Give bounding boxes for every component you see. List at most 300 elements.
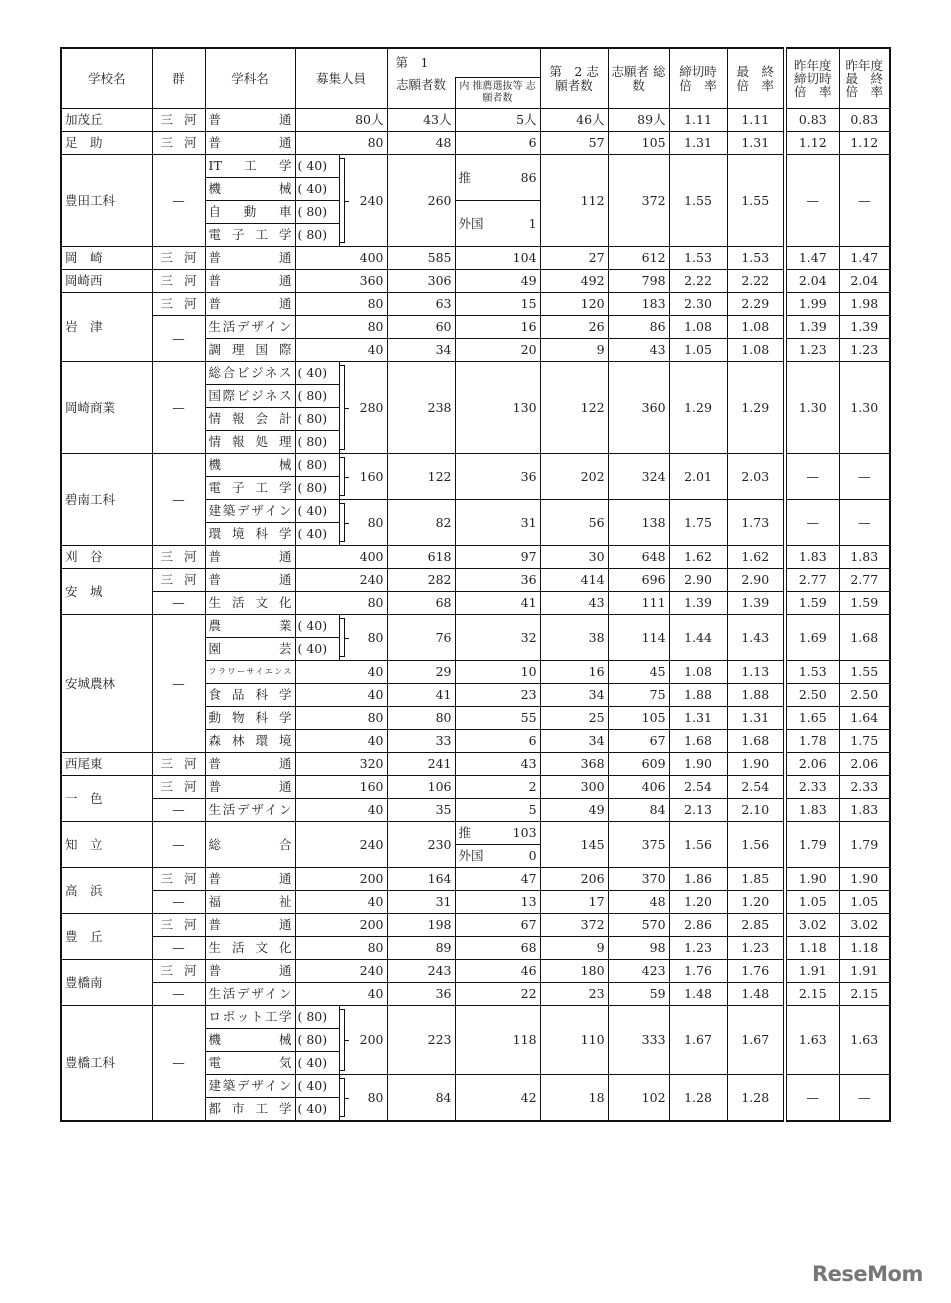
- total-applicants: 75: [608, 684, 669, 707]
- dept-label: 総合: [208, 836, 292, 852]
- ratio-final: 1.08: [727, 316, 785, 339]
- dept-label: 普通: [208, 549, 292, 564]
- table-row: [61, 1006, 890, 1029]
- quota-value: 160: [359, 468, 384, 484]
- second-choice-count: 25: [540, 707, 608, 730]
- total-applicants: 114: [608, 615, 669, 661]
- ratio-final: 1.53: [727, 247, 785, 270]
- suisen-split-value: 86: [520, 169, 537, 185]
- quota-cell: [339, 500, 387, 546]
- ratio-final: 1.08: [727, 339, 785, 362]
- second-choice-count: 300: [540, 776, 608, 799]
- second-choice-count: 368: [540, 753, 608, 776]
- school-name: 岡崎西: [61, 270, 152, 293]
- group-label: 三河: [160, 112, 197, 127]
- prev-ratio-deadline: 1.12: [785, 132, 839, 155]
- prev-ratio-deadline: 1.47: [785, 247, 839, 270]
- group-label: 三河: [160, 756, 197, 771]
- ratio-deadline: 1.76: [669, 960, 727, 983]
- header-school: 学校名: [61, 48, 152, 109]
- second-choice-count: 18: [540, 1075, 608, 1122]
- ratio-final: 1.62: [727, 546, 785, 569]
- dept-label: 普通: [208, 296, 292, 311]
- first-choice-count: 164: [387, 868, 455, 891]
- ratio-final: 1.85: [727, 868, 785, 891]
- ratio-deadline: 1.90: [669, 753, 727, 776]
- group-cell: —: [152, 592, 205, 615]
- quota-value: 240: [359, 192, 384, 208]
- group-cell: [152, 109, 205, 132]
- group-cell: —: [152, 615, 205, 753]
- ratio-deadline: 1.86: [669, 868, 727, 891]
- dept-capacity: ( 80): [295, 454, 339, 477]
- dept-capacity: ( 40): [295, 615, 339, 638]
- total-applicants: 105: [608, 707, 669, 730]
- dept-label: 調理国際: [208, 342, 292, 357]
- ratio-deadline: 1.62: [669, 546, 727, 569]
- total-applicants: 333: [608, 1006, 669, 1075]
- group-label: 三河: [160, 572, 197, 587]
- quota-cell: 80: [295, 592, 387, 615]
- ratio-final: 1.29: [727, 362, 785, 454]
- total-applicants: 183: [608, 293, 669, 316]
- ratio-deadline: 1.31: [669, 132, 727, 155]
- ratio-deadline: 2.90: [669, 569, 727, 592]
- group-cell: —: [152, 1006, 205, 1122]
- group-label: 三河: [160, 871, 197, 886]
- table-row: [61, 247, 890, 270]
- dept-name: [205, 983, 295, 1006]
- total-applicants: 370: [608, 868, 669, 891]
- dept-label: 自動車: [208, 204, 292, 219]
- dept-capacity: ( 40): [295, 638, 339, 661]
- quota-cell: 40: [295, 661, 387, 684]
- dept-name: [205, 1052, 295, 1075]
- total-applicants: 360: [608, 362, 669, 454]
- dept-name: [205, 1075, 295, 1098]
- dept-capacity: ( 40): [295, 523, 339, 546]
- ratio-deadline: 1.05: [669, 339, 727, 362]
- table-row: [61, 753, 890, 776]
- total-applicants: 696: [608, 569, 669, 592]
- first-choice-count: 84: [387, 1075, 455, 1122]
- prev-ratio-final: 2.77: [839, 569, 890, 592]
- quota-cell: 160: [295, 776, 387, 799]
- ratio-final: 2.90: [727, 569, 785, 592]
- bracket-tick-icon: [345, 201, 349, 202]
- school-name: 安城農林: [61, 615, 152, 753]
- total-applicants: 570: [608, 914, 669, 937]
- table-row: [61, 293, 890, 316]
- dept-label: 普通: [208, 273, 292, 288]
- ratio-final: 2.03: [727, 454, 785, 500]
- bracket-tick-icon: [345, 1040, 349, 1041]
- dept-name: [205, 707, 295, 730]
- suisen-count: 104: [455, 247, 540, 270]
- total-applicants: 798: [608, 270, 669, 293]
- group-cell: [152, 569, 205, 592]
- suisen-count: 118: [455, 1006, 540, 1075]
- dept-label: 普通: [208, 963, 292, 978]
- first-choice-count: 34: [387, 339, 455, 362]
- suisen-count: 22: [455, 983, 540, 1006]
- dept-label: 国際ビジネス: [208, 388, 292, 403]
- suisen-count: 49: [455, 270, 540, 293]
- first-choice-count: 43人: [387, 109, 455, 132]
- second-choice-count: 9: [540, 339, 608, 362]
- group-cell: —: [152, 891, 205, 914]
- prev-ratio-deadline: 1.83: [785, 546, 839, 569]
- quota-cell: 40: [295, 730, 387, 753]
- second-choice-count: 34: [540, 684, 608, 707]
- group-label: 三河: [160, 549, 197, 564]
- dept-label: 普通: [208, 250, 292, 265]
- ratio-final: 1.76: [727, 960, 785, 983]
- table-row: [61, 362, 890, 385]
- dept-capacity: ( 80): [295, 201, 339, 224]
- suisen-count: 130: [455, 362, 540, 454]
- dept-capacity: ( 80): [295, 1029, 339, 1052]
- dept-label: 情報処理: [208, 434, 292, 449]
- dept-name: [205, 224, 295, 247]
- header-prev-deadline: 昨年度 締切時 倍 率: [785, 48, 839, 109]
- second-choice-count: 56: [540, 500, 608, 546]
- ratio-final: 1.56: [727, 822, 785, 868]
- dept-capacity: ( 40): [295, 1075, 339, 1098]
- total-applicants: 609: [608, 753, 669, 776]
- total-applicants: 102: [608, 1075, 669, 1122]
- dept-label: 福祉: [208, 894, 292, 909]
- quota-value: 80: [367, 514, 384, 530]
- school-name: 豊橋工科: [61, 1006, 152, 1122]
- ratio-deadline: 2.22: [669, 270, 727, 293]
- prev-ratio-final: 1.75: [839, 730, 890, 753]
- first-choice-count: 36: [387, 983, 455, 1006]
- quota-cell: [339, 454, 387, 500]
- ratio-deadline: 1.75: [669, 500, 727, 546]
- prev-ratio-deadline: 2.06: [785, 753, 839, 776]
- quota-cell: 40: [295, 684, 387, 707]
- group-label: 三河: [160, 779, 197, 794]
- quota-cell: 80: [295, 707, 387, 730]
- quota-value: 200: [359, 1032, 384, 1047]
- dept-name: [205, 293, 295, 316]
- dept-name: [205, 1029, 295, 1052]
- prev-ratio-final: —: [839, 454, 890, 500]
- first-choice-count: 48: [387, 132, 455, 155]
- dept-name: [205, 477, 295, 500]
- prev-ratio-deadline: 1.79: [785, 822, 839, 868]
- ratio-deadline: 1.11: [669, 109, 727, 132]
- first-choice-count: 241: [387, 753, 455, 776]
- ratio-final: 1.20: [727, 891, 785, 914]
- suisen-count: 13: [455, 891, 540, 914]
- suisen-count: 68: [455, 937, 540, 960]
- ratio-final: 1.31: [727, 132, 785, 155]
- first-choice-count: 243: [387, 960, 455, 983]
- prev-ratio-deadline: 1.69: [785, 615, 839, 661]
- quota-cell: [339, 362, 387, 454]
- ratio-final: 1.88: [727, 684, 785, 707]
- dept-name: [205, 730, 295, 753]
- table-row: [61, 454, 890, 477]
- prev-ratio-deadline: 1.83: [785, 799, 839, 822]
- bracket-tick-icon: [345, 408, 349, 409]
- dept-label: 生活デザイン: [208, 802, 292, 817]
- group-cell: [152, 247, 205, 270]
- second-choice-count: 34: [540, 730, 608, 753]
- dept-capacity: ( 40): [295, 500, 339, 523]
- suisen-count: 32: [455, 615, 540, 661]
- suisen-count: 23: [455, 684, 540, 707]
- table-row: [61, 155, 890, 178]
- prev-ratio-final: 1.23: [839, 339, 890, 362]
- prev-ratio-deadline: 2.50: [785, 684, 839, 707]
- dept-name: [205, 868, 295, 891]
- quota-cell: 320: [295, 753, 387, 776]
- group-cell: —: [152, 362, 205, 454]
- suisen-count: 47: [455, 868, 540, 891]
- dept-label: 農業: [208, 618, 292, 633]
- dept-capacity: ( 40): [295, 362, 339, 385]
- first-choice-count: 260: [387, 155, 455, 247]
- dept-name: [205, 638, 295, 661]
- dept-name: [205, 155, 295, 178]
- quota-cell: 400: [295, 247, 387, 270]
- quota-cell: 200: [295, 868, 387, 891]
- prev-ratio-final: 1.18: [839, 937, 890, 960]
- dept-name: [205, 523, 295, 546]
- dept-label: 建築デザイン: [208, 503, 292, 518]
- group-cell: —: [152, 454, 205, 546]
- suisen-count: 36: [455, 569, 540, 592]
- suisen-count: 97: [455, 546, 540, 569]
- prev-ratio-final: 1.55: [839, 661, 890, 684]
- dept-name: [205, 178, 295, 201]
- table-row: [61, 132, 890, 155]
- ratio-deadline: 1.23: [669, 937, 727, 960]
- suisen-count: 20: [455, 339, 540, 362]
- prev-ratio-final: 1.64: [839, 707, 890, 730]
- ratio-final: 1.67: [727, 1006, 785, 1075]
- ratio-final: 1.31: [727, 707, 785, 730]
- first-choice-count: 63: [387, 293, 455, 316]
- first-choice-count: 106: [387, 776, 455, 799]
- prev-ratio-deadline: —: [785, 500, 839, 546]
- suisen-split-cell: [455, 845, 540, 868]
- ratio-deadline: 1.53: [669, 247, 727, 270]
- quota-cell: 360: [295, 270, 387, 293]
- first-choice-count: 306: [387, 270, 455, 293]
- total-applicants: 48: [608, 891, 669, 914]
- dept-label: 普通: [208, 917, 292, 932]
- total-applicants: 89人: [608, 109, 669, 132]
- dept-name: [205, 201, 295, 224]
- first-choice-count: 31: [387, 891, 455, 914]
- prev-ratio-deadline: 2.77: [785, 569, 839, 592]
- ratio-deadline: 1.20: [669, 891, 727, 914]
- group-cell: [152, 546, 205, 569]
- dept-capacity: ( 80): [295, 385, 339, 408]
- dept-label: 普通: [208, 572, 292, 587]
- suisen-count: 31: [455, 500, 540, 546]
- dept-name: [205, 1098, 295, 1122]
- quota-cell: 80: [295, 316, 387, 339]
- table-row: [61, 983, 890, 1006]
- quota-cell: 400: [295, 546, 387, 569]
- header-prev-final: 昨年度 最 終 倍 率: [839, 48, 890, 109]
- dept-label: 普通: [208, 756, 292, 771]
- ratio-final: 1.73: [727, 500, 785, 546]
- quota-value: 80: [367, 629, 384, 645]
- first-choice-count: 76: [387, 615, 455, 661]
- dept-name: [205, 431, 295, 454]
- suisen-count: 6: [455, 730, 540, 753]
- school-name: 足 助: [61, 132, 152, 155]
- suisen-count: 43: [455, 753, 540, 776]
- table-row: [61, 822, 890, 845]
- prev-ratio-final: 0.83: [839, 109, 890, 132]
- prev-ratio-final: 2.04: [839, 270, 890, 293]
- second-choice-count: 17: [540, 891, 608, 914]
- suisen-count: 36: [455, 454, 540, 500]
- dept-name: [205, 661, 295, 684]
- dept-label: 食品科学: [208, 687, 292, 702]
- table-row: [61, 914, 890, 937]
- dept-name: [205, 316, 295, 339]
- quota-cell: 40: [295, 339, 387, 362]
- group-cell: —: [152, 937, 205, 960]
- resemom-logo: ReseMom: [812, 1262, 923, 1286]
- second-choice-count: 372: [540, 914, 608, 937]
- quota-cell: 80: [295, 293, 387, 316]
- suisen-split-value: 103: [512, 825, 537, 840]
- total-applicants: 43: [608, 339, 669, 362]
- ratio-deadline: 2.13: [669, 799, 727, 822]
- prev-ratio-final: 1.30: [839, 362, 890, 454]
- first-choice-count: 33: [387, 730, 455, 753]
- dept-label: 機械: [208, 457, 292, 472]
- first-choice-count: 68: [387, 592, 455, 615]
- quota-cell: 80: [295, 937, 387, 960]
- total-applicants: 372: [608, 155, 669, 247]
- group-cell: [152, 293, 205, 316]
- quota-cell: 240: [295, 822, 387, 868]
- second-choice-count: 112: [540, 155, 608, 247]
- dept-capacity: ( 80): [295, 477, 339, 500]
- dept-label: 機械: [208, 181, 292, 196]
- group-cell: [152, 753, 205, 776]
- group-cell: [152, 132, 205, 155]
- suisen-count: 6: [455, 132, 540, 155]
- dept-label: IT工学: [208, 158, 292, 173]
- dept-label: 動物科学: [208, 710, 292, 725]
- prev-ratio-deadline: 1.63: [785, 1006, 839, 1075]
- suisen-split-cell: [455, 822, 540, 845]
- ratio-final: 2.85: [727, 914, 785, 937]
- ratio-final: 1.13: [727, 661, 785, 684]
- school-name: 加茂丘: [61, 109, 152, 132]
- prev-ratio-deadline: 1.59: [785, 592, 839, 615]
- ratio-final: 1.23: [727, 937, 785, 960]
- quota-cell: [339, 615, 387, 661]
- bracket-tick-icon: [345, 523, 349, 524]
- dept-name: [205, 822, 295, 868]
- total-applicants: 86: [608, 316, 669, 339]
- quota-cell: 80: [295, 132, 387, 155]
- total-applicants: 406: [608, 776, 669, 799]
- group-label: 三河: [160, 917, 197, 932]
- second-choice-count: 120: [540, 293, 608, 316]
- prev-ratio-deadline: 1.39: [785, 316, 839, 339]
- dept-label: 電子工学: [208, 480, 292, 495]
- quota-cell: [339, 1075, 387, 1122]
- prev-ratio-deadline: 1.23: [785, 339, 839, 362]
- prev-ratio-deadline: —: [785, 1075, 839, 1122]
- bracket-tick-icon: [345, 638, 349, 639]
- first-choice-count: 80: [387, 707, 455, 730]
- group-cell: —: [152, 155, 205, 247]
- header-group: 群: [152, 48, 205, 109]
- prev-ratio-final: 2.06: [839, 753, 890, 776]
- table-row: [61, 592, 890, 615]
- second-choice-count: 492: [540, 270, 608, 293]
- total-applicants: 67: [608, 730, 669, 753]
- dept-label: 生活文化: [208, 940, 292, 955]
- prev-ratio-deadline: 1.53: [785, 661, 839, 684]
- dept-name: [205, 339, 295, 362]
- school-name: 知 立: [61, 822, 152, 868]
- second-choice-count: 43: [540, 592, 608, 615]
- group-cell: [152, 868, 205, 891]
- dept-name: [205, 270, 295, 293]
- quota-cell: 240: [295, 960, 387, 983]
- table-row: [61, 569, 890, 592]
- dept-name: [205, 960, 295, 983]
- school-name: 一 色: [61, 776, 152, 822]
- dept-name: [205, 776, 295, 799]
- ratio-deadline: 1.08: [669, 316, 727, 339]
- group-label: 三河: [160, 250, 197, 265]
- group-cell: —: [152, 799, 205, 822]
- prev-ratio-deadline: 1.99: [785, 293, 839, 316]
- suisen-split-label: 推: [458, 169, 472, 185]
- first-choice-count: 41: [387, 684, 455, 707]
- dept-name: [205, 362, 295, 385]
- table-row: [61, 868, 890, 891]
- second-choice-count: 122: [540, 362, 608, 454]
- total-applicants: 138: [608, 500, 669, 546]
- suisen-split-label: 外国: [458, 848, 484, 863]
- school-name: 豊 丘: [61, 914, 152, 960]
- suisen-split-label: 外国: [458, 215, 484, 231]
- prev-ratio-deadline: 3.02: [785, 914, 839, 937]
- dept-label: 生活デザイン: [208, 986, 292, 1001]
- dept-name: [205, 615, 295, 638]
- dept-capacity: ( 80): [295, 408, 339, 431]
- prev-ratio-final: 1.91: [839, 960, 890, 983]
- table-row: [61, 937, 890, 960]
- prev-ratio-final: 1.83: [839, 546, 890, 569]
- dept-label: 園芸: [208, 641, 292, 656]
- dept-capacity: ( 40): [295, 155, 339, 178]
- suisen-count: 42: [455, 1075, 540, 1122]
- table-row: [61, 615, 890, 638]
- ratio-deadline: 1.44: [669, 615, 727, 661]
- total-applicants: 375: [608, 822, 669, 868]
- suisen-split-label: 推: [458, 825, 472, 840]
- total-applicants: 98: [608, 937, 669, 960]
